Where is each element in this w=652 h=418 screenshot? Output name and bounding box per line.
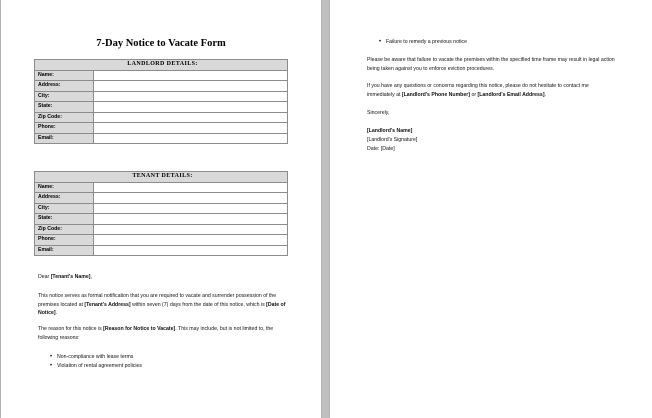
notice-text: This notice serves as formal notification that you are required to vacate and surrender possession of the premises located at (38, 293, 277, 308)
greeting (38, 273, 288, 282)
reason-paragraph (38, 325, 288, 342)
tenant-zip-field[interactable] (94, 224, 288, 235)
landlord-address-field[interactable] (94, 81, 288, 92)
bullet-dot-icon: • (50, 354, 53, 360)
landlord-state-label: State: (35, 102, 94, 113)
notice-paragraph (38, 292, 288, 318)
tenant-phone-label: Phone: (35, 235, 94, 246)
document-page-2 (330, 0, 652, 418)
tenant-name-placeholder: [Tenant's Name] (50, 274, 91, 280)
closing: Sincerely, (367, 110, 390, 116)
bullet-item (50, 353, 134, 362)
landlord-email-placeholder: [Landlord's Email Address] (477, 91, 545, 98)
tenant-address-placeholder: [Tenant's Address] (84, 301, 131, 308)
landlord-name-label: Name: (35, 70, 94, 81)
landlord-zip-field[interactable] (94, 112, 288, 123)
contact-text: If you have any questions or concerns regarding this notice, please do not hesitate to contact me immediately at (367, 83, 589, 98)
bullet-text: Violation of rental agreement policies (57, 363, 142, 369)
landlord-zip-label: Zip Code: (35, 112, 94, 123)
landlord-address-label: Address: (35, 81, 94, 92)
reason-placeholder: [Reason for Notice to Vacate] (103, 326, 176, 332)
landlord-email-label: Email: (35, 133, 94, 144)
reason-text: The reason for this notice is (38, 326, 104, 332)
notice-text: . (55, 310, 58, 317)
tenant-phone-field[interactable] (94, 235, 288, 246)
landlord-phone-placeholder: [Landlord's Phone Number] (401, 91, 470, 98)
tenant-city-field[interactable] (94, 203, 288, 214)
landlord-details-table (34, 59, 288, 144)
tenant-state-field[interactable] (94, 214, 288, 225)
contact-text: or (470, 91, 478, 98)
document-page-1 (1, 0, 321, 418)
landlord-details-header: LANDLORD DETAILS: (35, 60, 288, 71)
landlord-phone-field[interactable] (94, 123, 288, 134)
tenant-address-label: Address: (35, 193, 94, 204)
tenant-zip-label: Zip Code: (35, 224, 94, 235)
tenant-email-field[interactable] (94, 245, 288, 256)
landlord-phone-label: Phone: (35, 123, 94, 134)
signature-line: [Landlord's Signature] (367, 137, 418, 143)
tenant-details-header: TENANT DETAILS: (35, 172, 288, 183)
bullet-item (50, 362, 142, 371)
bullet-text: Non-compliance with lease terms (57, 354, 134, 360)
bullet-dot-icon: • (379, 39, 382, 45)
tenant-details-table (34, 171, 288, 256)
landlord-email-field[interactable] (94, 133, 288, 144)
tenant-name-field[interactable] (94, 182, 288, 193)
greeting-prefix: Dear (38, 274, 51, 280)
tenant-name-label: Name: (35, 182, 94, 193)
landlord-city-field[interactable] (94, 91, 288, 102)
warning-paragraph: Please be aware that failure to vacate the premises within the specified time frame may result in legal action being taken against you to enforce eviction procedures. (367, 57, 615, 72)
bullet-item (379, 38, 468, 47)
form-title: 7-Day Notice to Vacate Form (96, 38, 226, 49)
contact-text: . (544, 91, 547, 98)
contact-paragraph (367, 82, 617, 99)
tenant-city-label: City: (35, 203, 94, 214)
tenant-address-field[interactable] (94, 193, 288, 204)
signature-date: Date: [Date] (367, 146, 395, 152)
greeting-suffix: , (90, 274, 92, 280)
bullet-text: Failure to remedy a previous notice (386, 39, 468, 45)
reason-text: . This may include, but is not limited to, the following reasons: (38, 326, 274, 341)
tenant-email-label: Email: (35, 245, 94, 256)
landlord-name-placeholder: [Landlord's Name] (367, 128, 413, 134)
bullet-dot-icon: • (50, 363, 53, 369)
notice-date-placeholder: [Date of Notice] (38, 301, 286, 317)
landlord-city-label: City: (35, 91, 94, 102)
signature-name (367, 127, 412, 136)
tenant-state-label: State: (35, 214, 94, 225)
landlord-state-field[interactable] (94, 102, 288, 113)
notice-text: within seven (7) days from the date of this notice, which is (130, 301, 267, 308)
landlord-name-field[interactable] (94, 70, 288, 81)
